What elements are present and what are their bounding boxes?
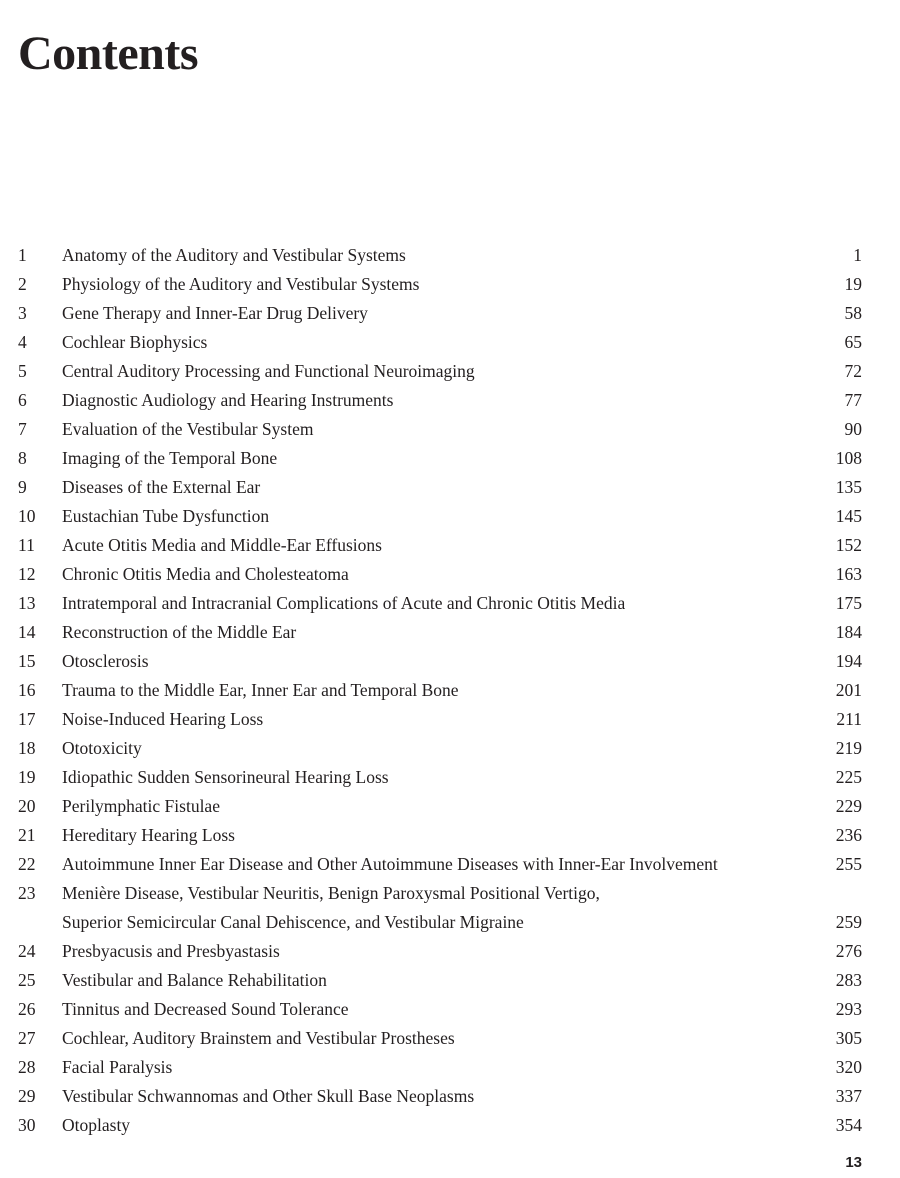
toc-line (0, 1111, 900, 1140)
chapter-number: 20 (18, 796, 36, 816)
toc-entry (0, 1111, 900, 1140)
chapter-number: 29 (18, 1086, 36, 1106)
chapter-number: 7 (18, 419, 27, 439)
chapter-page-number: 293 (835, 999, 862, 1019)
toc-line (0, 850, 900, 879)
chapter-title: Otoplasty (62, 1115, 131, 1135)
toc-line (0, 937, 900, 966)
page-title: Contents (18, 27, 199, 80)
chapter-number: 11 (18, 535, 35, 555)
chapter-page-number: 236 (835, 825, 862, 845)
chapter-number: 2 (18, 274, 27, 294)
chapter-number: 10 (18, 506, 36, 526)
chapter-page-number: 337 (835, 1086, 862, 1106)
toc-entry (0, 676, 900, 705)
chapter-number: 23 (18, 883, 36, 903)
toc-entry (0, 1024, 900, 1053)
toc-entry (0, 879, 900, 937)
chapter-title: Otosclerosis (62, 651, 149, 671)
toc-line (0, 966, 900, 995)
chapter-page-number: 354 (835, 1115, 862, 1135)
toc-line (0, 589, 900, 618)
chapter-number: 16 (18, 680, 36, 700)
chapter-number: 18 (18, 738, 36, 758)
chapter-title: Presbyacusis and Presbyastasis (62, 941, 280, 961)
chapter-number: 21 (18, 825, 36, 845)
toc-line (0, 676, 900, 705)
chapter-title: Imaging of the Temporal Bone (62, 448, 278, 468)
chapter-number: 30 (18, 1115, 36, 1135)
toc-line (0, 1024, 900, 1053)
toc-entry (0, 821, 900, 850)
page-number: 13 (845, 1154, 862, 1171)
table-of-contents (0, 241, 900, 1140)
chapter-title: Central Auditory Processing and Functional Neuroimaging (62, 361, 475, 381)
chapter-number: 17 (18, 709, 36, 729)
chapter-number: 1 (18, 245, 27, 265)
toc-line (0, 879, 900, 908)
toc-line (0, 502, 900, 531)
chapter-title: Tinnitus and Decreased Sound Tolerance (62, 999, 349, 1019)
toc-line (0, 995, 900, 1024)
toc-line (0, 531, 900, 560)
toc-line (0, 241, 900, 270)
chapter-page-number: 211 (836, 709, 862, 729)
chapter-title: Hereditary Hearing Loss (62, 825, 235, 845)
toc-line (0, 386, 900, 415)
chapter-number: 14 (18, 622, 36, 642)
chapter-number: 6 (18, 390, 27, 410)
toc-entry (0, 705, 900, 734)
chapter-number: 15 (18, 651, 36, 671)
chapter-page-number: 320 (835, 1057, 862, 1077)
chapter-page-number: 219 (835, 738, 862, 758)
toc-entry (0, 531, 900, 560)
chapter-title: Anatomy of the Auditory and Vestibular Systems (62, 245, 406, 265)
chapter-page-number: 145 (835, 506, 862, 526)
chapter-title: Cochlear Biophysics (62, 332, 208, 352)
chapter-page-number: 77 (844, 390, 862, 410)
toc-entry (0, 995, 900, 1024)
chapter-title: Ototoxicity (62, 738, 142, 758)
chapter-number: 9 (18, 477, 27, 497)
toc-entry (0, 415, 900, 444)
chapter-page-number: 175 (835, 593, 862, 613)
toc-entry (0, 241, 900, 270)
toc-entry (0, 328, 900, 357)
chapter-title: Superior Semicircular Canal Dehiscence, and Vestibular Migraine (62, 912, 524, 932)
chapter-title: Cochlear, Auditory Brainstem and Vestibular Prostheses (62, 1028, 455, 1048)
toc-entry (0, 763, 900, 792)
toc-line (0, 299, 900, 328)
toc-line (0, 618, 900, 647)
toc-entry (0, 647, 900, 676)
chapter-number: 4 (18, 332, 27, 352)
toc-line (0, 647, 900, 676)
toc-line (0, 444, 900, 473)
toc-line (0, 415, 900, 444)
chapter-number: 22 (18, 854, 36, 874)
toc-line (0, 560, 900, 589)
chapter-page-number: 65 (844, 332, 862, 352)
toc-entry (0, 589, 900, 618)
toc-line (0, 763, 900, 792)
chapter-title: Physiology of the Auditory and Vestibular Systems (62, 274, 420, 294)
toc-entry (0, 850, 900, 879)
chapter-page-number: 135 (835, 477, 862, 497)
chapter-number: 12 (18, 564, 36, 584)
chapter-number: 28 (18, 1057, 36, 1077)
chapter-title: Diseases of the External Ear (62, 477, 261, 497)
chapter-title: Facial Paralysis (62, 1057, 173, 1077)
chapter-title: Autoimmune Inner Ear Disease and Other Autoimmune Diseases with Inner-Ear Involvement (62, 854, 718, 874)
chapter-number: 5 (18, 361, 27, 381)
toc-line (0, 328, 900, 357)
chapter-page-number: 184 (835, 622, 862, 642)
chapter-number: 24 (18, 941, 36, 961)
chapter-page-number: 72 (844, 361, 862, 381)
chapter-title: Gene Therapy and Inner-Ear Drug Delivery (62, 303, 368, 323)
chapter-page-number: 58 (844, 303, 862, 323)
chapter-page-number: 255 (835, 854, 862, 874)
chapter-title: Vestibular Schwannomas and Other Skull Base Neoplasms (62, 1086, 475, 1106)
toc-entry (0, 1053, 900, 1082)
toc-entry (0, 1082, 900, 1111)
toc-entry (0, 937, 900, 966)
toc-line (0, 734, 900, 763)
toc-entry (0, 966, 900, 995)
toc-entry (0, 357, 900, 386)
chapter-number: 8 (18, 448, 27, 468)
toc-entry (0, 560, 900, 589)
toc-line (0, 705, 900, 734)
chapter-page-number: 1 (853, 245, 862, 265)
toc-entry (0, 618, 900, 647)
chapter-title: Idiopathic Sudden Sensorineural Hearing Loss (62, 767, 389, 787)
chapter-title: Trauma to the Middle Ear, Inner Ear and Temporal Bone (62, 680, 459, 700)
toc-entry (0, 502, 900, 531)
chapter-title: Reconstruction of the Middle Ear (62, 622, 297, 642)
chapter-title: Acute Otitis Media and Middle-Ear Effusions (62, 535, 382, 555)
toc-line (0, 1082, 900, 1111)
toc-entry (0, 270, 900, 299)
chapter-number: 3 (18, 303, 27, 323)
toc-line (0, 473, 900, 502)
chapter-title: Noise-Induced Hearing Loss (62, 709, 264, 729)
chapter-title: Perilymphatic Fistulae (62, 796, 220, 816)
toc-line (0, 1053, 900, 1082)
chapter-title: Vestibular and Balance Rehabilitation (62, 970, 327, 990)
chapter-page-number: 225 (835, 767, 862, 787)
chapter-page-number: 152 (835, 535, 862, 555)
chapter-page-number: 108 (835, 448, 862, 468)
chapter-page-number: 276 (835, 941, 862, 961)
toc-entry (0, 473, 900, 502)
chapter-title: Eustachian Tube Dysfunction (62, 506, 270, 526)
chapter-title: Evaluation of the Vestibular System (62, 419, 314, 439)
chapter-title: Menière Disease, Vestibular Neuritis, Benign Paroxysmal Positional Vertigo, (62, 883, 600, 903)
toc-entry (0, 444, 900, 473)
toc-entry (0, 299, 900, 328)
chapter-number: 13 (18, 593, 36, 613)
chapter-page-number: 305 (835, 1028, 862, 1048)
chapter-page-number: 194 (835, 651, 862, 671)
chapter-page-number: 19 (844, 274, 862, 294)
toc-entry (0, 734, 900, 763)
chapter-number: 26 (18, 999, 36, 1019)
toc-line (0, 821, 900, 850)
chapter-number: 27 (18, 1028, 36, 1048)
chapter-title: Diagnostic Audiology and Hearing Instruments (62, 390, 394, 410)
chapter-number: 25 (18, 970, 36, 990)
chapter-number: 19 (18, 767, 36, 787)
toc-entry (0, 792, 900, 821)
toc-entry (0, 386, 900, 415)
chapter-page-number: 201 (835, 680, 862, 700)
chapter-title: Chronic Otitis Media and Cholesteatoma (62, 564, 349, 584)
chapter-page-number: 163 (835, 564, 862, 584)
chapter-page-number: 259 (835, 912, 862, 932)
chapter-page-number: 229 (835, 796, 862, 816)
chapter-title: Intratemporal and Intracranial Complications of Acute and Chronic Otitis Media (62, 593, 626, 613)
toc-line (0, 792, 900, 821)
chapter-page-number: 283 (835, 970, 862, 990)
toc-line (0, 270, 900, 299)
toc-line (0, 357, 900, 386)
toc-line (0, 908, 900, 937)
chapter-page-number: 90 (844, 419, 862, 439)
